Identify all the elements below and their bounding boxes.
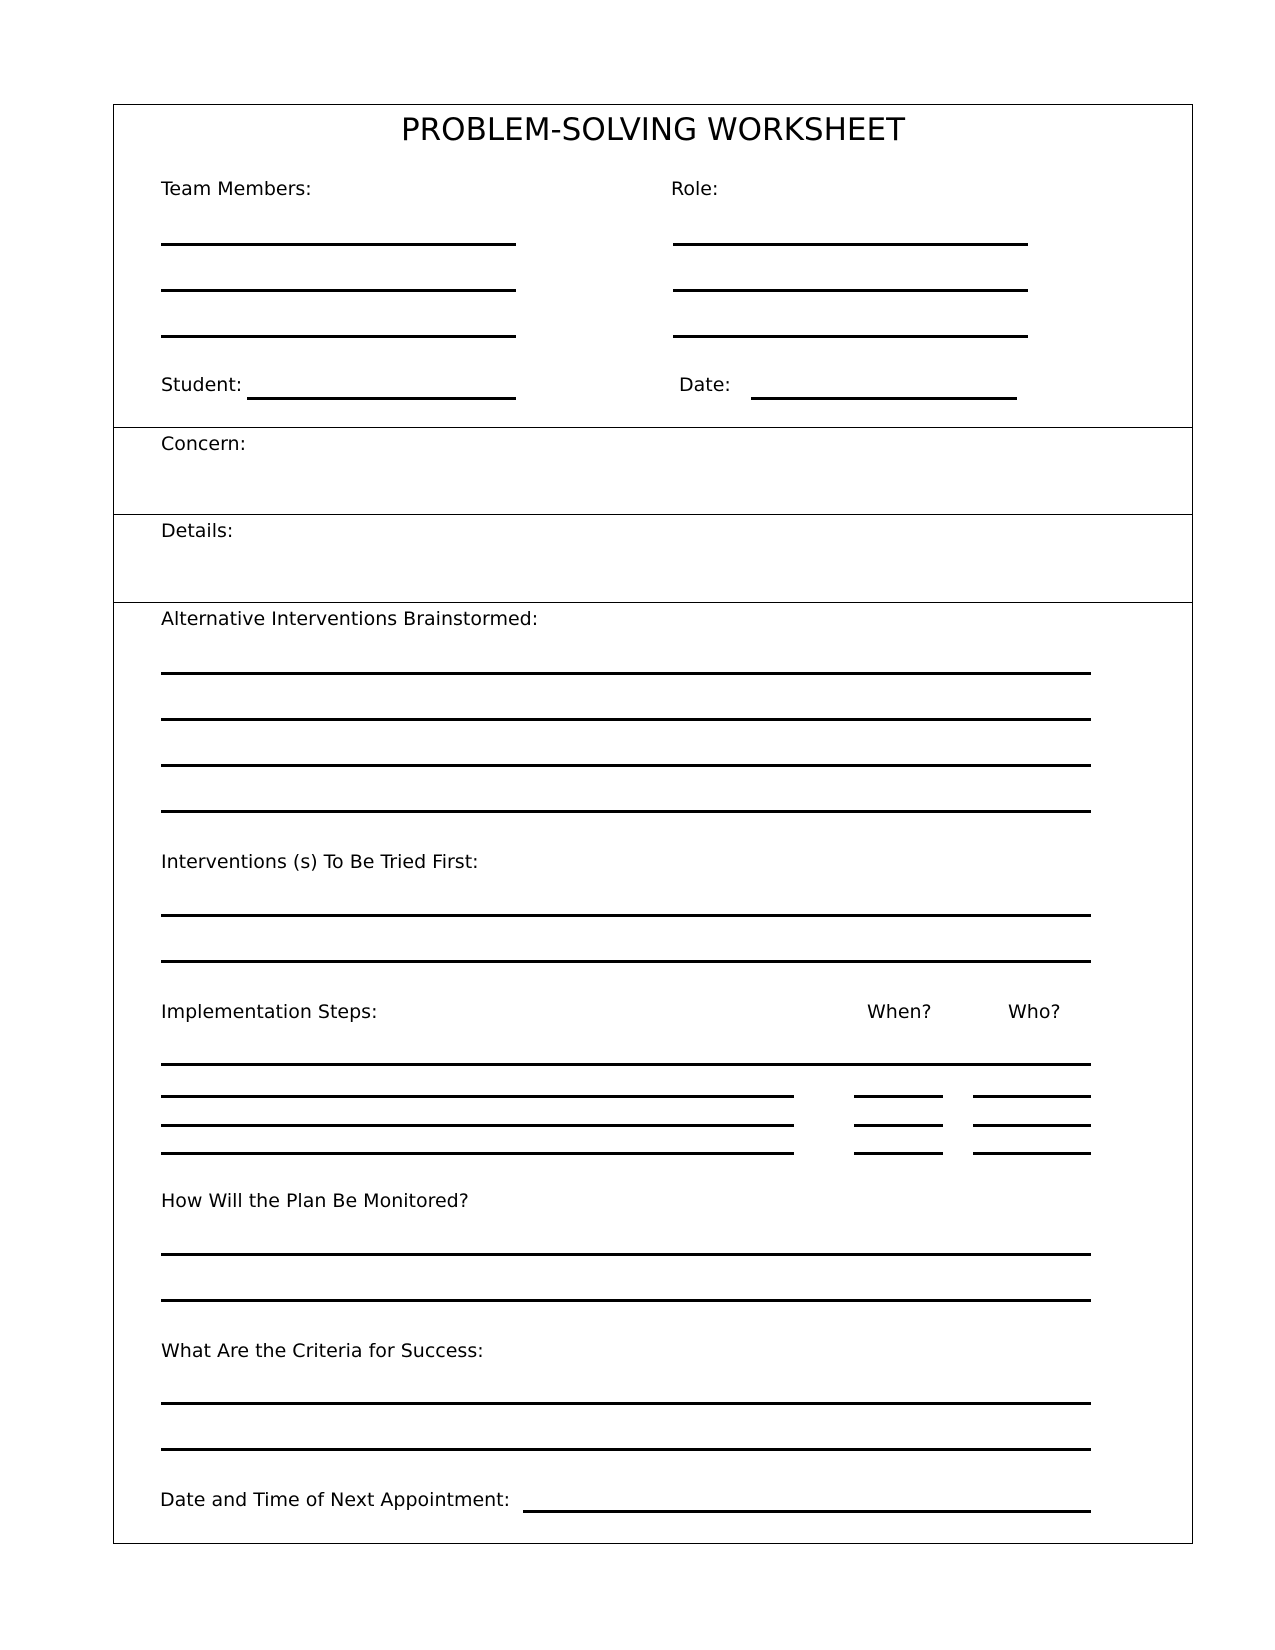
implementation-who-line-3[interactable] [973, 1124, 1091, 1127]
worksheet-border [113, 104, 1193, 1544]
next-appointment-line[interactable] [523, 1510, 1091, 1513]
monitored-label: How Will the Plan Be Monitored? [161, 1190, 469, 1212]
alternatives-line-1[interactable] [161, 672, 1091, 675]
criteria-line-2[interactable] [161, 1448, 1091, 1451]
implementation-step-line-4[interactable] [161, 1152, 794, 1155]
team-member-line-1[interactable] [161, 243, 516, 246]
implementation-line-1[interactable] [161, 1063, 1091, 1066]
page-title: PROBLEM-SOLVING WORKSHEET [400, 112, 906, 148]
team-member-line-2[interactable] [161, 289, 516, 292]
when-label: When? [867, 1001, 932, 1023]
next-appointment-label: Date and Time of Next Appointment: [160, 1489, 511, 1511]
implementation-label: Implementation Steps: [161, 1001, 378, 1023]
student-line[interactable] [247, 397, 516, 400]
role-line-1[interactable] [673, 243, 1028, 246]
student-label: Student: [161, 374, 243, 396]
team-members-label: Team Members: [161, 178, 312, 200]
section-divider-interventions [113, 602, 1193, 603]
implementation-when-line-2[interactable] [854, 1095, 943, 1098]
alternatives-line-3[interactable] [161, 764, 1091, 767]
date-line[interactable] [751, 397, 1017, 400]
tried-first-label: Interventions (s) To Be Tried First: [161, 851, 479, 873]
section-divider-concern [113, 427, 1193, 428]
implementation-who-line-2[interactable] [973, 1095, 1091, 1098]
who-label: Who? [1008, 1001, 1061, 1023]
role-line-3[interactable] [673, 335, 1028, 338]
alternatives-label: Alternative Interventions Brainstormed: [161, 608, 539, 630]
criteria-line-1[interactable] [161, 1402, 1091, 1405]
section-divider-details [113, 514, 1193, 515]
implementation-step-line-2[interactable] [161, 1095, 794, 1098]
tried-first-line-2[interactable] [161, 960, 1091, 963]
role-label: Role: [671, 178, 719, 200]
tried-first-line-1[interactable] [161, 914, 1091, 917]
implementation-when-line-4[interactable] [854, 1152, 943, 1155]
monitored-line-1[interactable] [161, 1253, 1091, 1256]
details-label: Details: [161, 520, 234, 542]
monitored-line-2[interactable] [161, 1299, 1091, 1302]
implementation-when-line-3[interactable] [854, 1124, 943, 1127]
alternatives-line-2[interactable] [161, 718, 1091, 721]
date-label: Date: [679, 374, 731, 396]
team-member-line-3[interactable] [161, 335, 516, 338]
alternatives-line-4[interactable] [161, 810, 1091, 813]
implementation-who-line-4[interactable] [973, 1152, 1091, 1155]
role-line-2[interactable] [673, 289, 1028, 292]
concern-label: Concern: [161, 433, 246, 455]
implementation-step-line-3[interactable] [161, 1124, 794, 1127]
criteria-label: What Are the Criteria for Success: [161, 1340, 484, 1362]
